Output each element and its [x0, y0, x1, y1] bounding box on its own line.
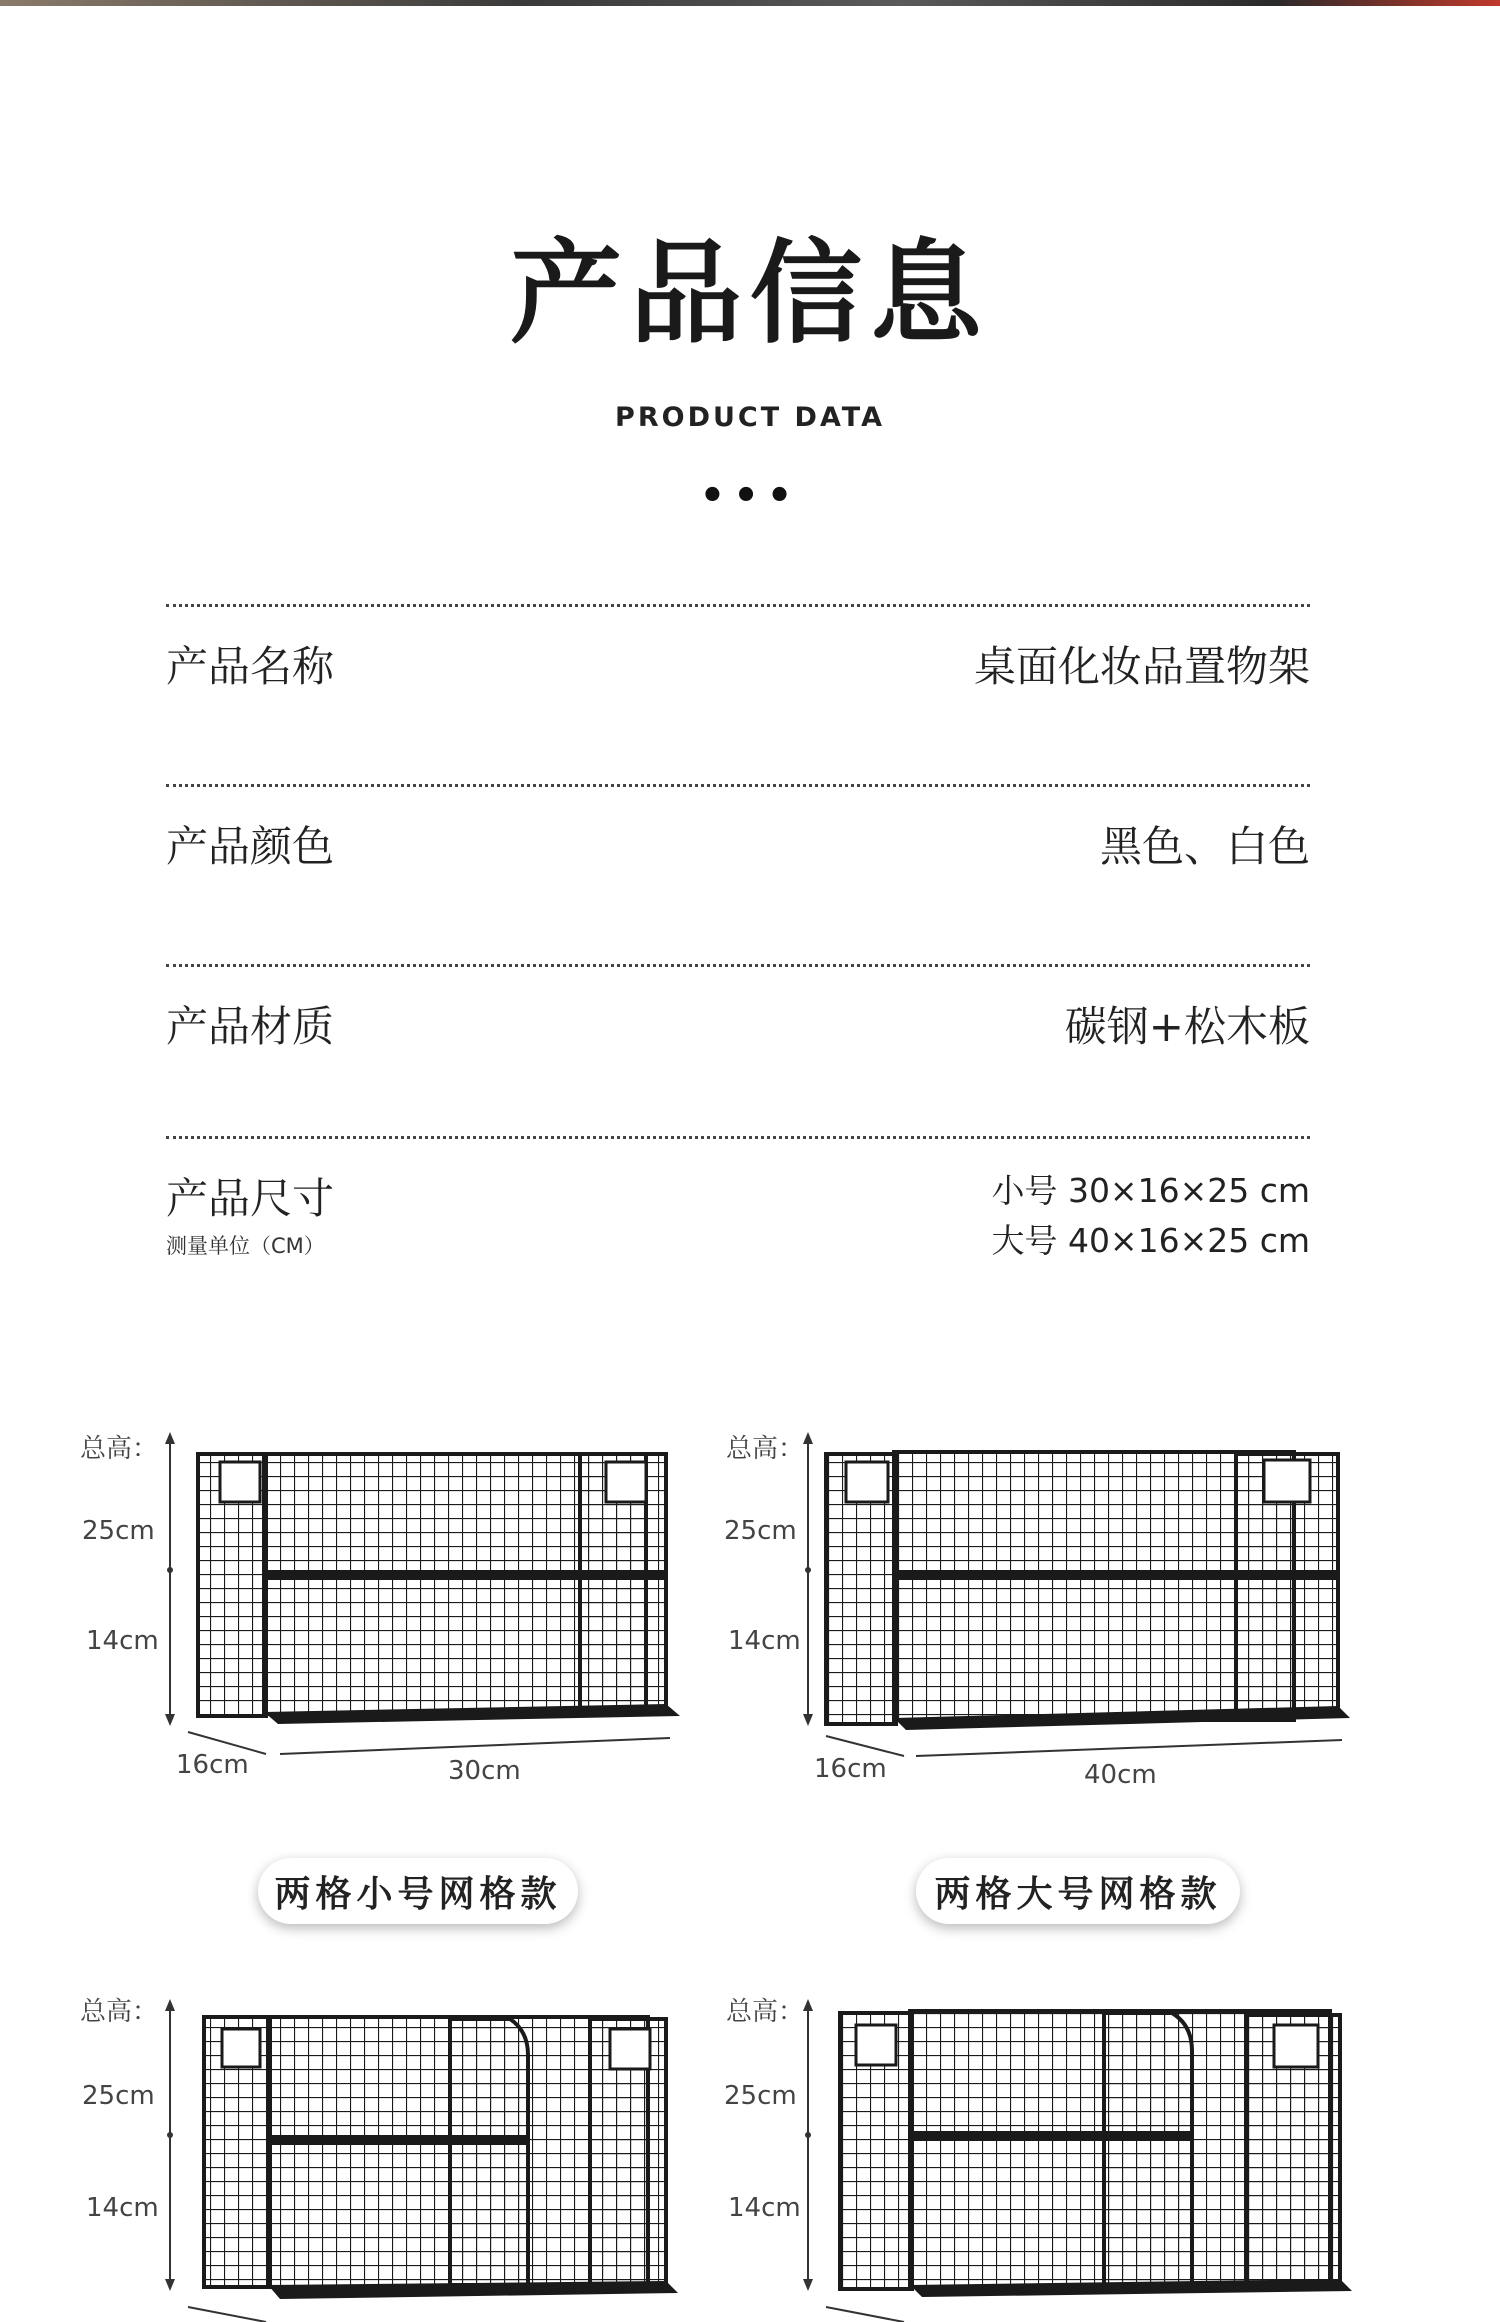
shelf-diagram-divider-small: [70, 1985, 710, 2322]
spec-label: 产品材质: [166, 1002, 335, 1051]
size-small: 小号 30×16×25 cm: [991, 1171, 1310, 1210]
total-height-label: 总高：: [80, 1434, 159, 1464]
spec-row-color: [166, 784, 1310, 871]
spec-label: 产品名称: [166, 642, 335, 691]
unit-note: 测量单位（CM）: [166, 1234, 325, 1258]
product-name-pill: 两格小号网格款: [258, 1858, 578, 1924]
ellipsis-icon: •••: [699, 473, 801, 519]
dotted-divider: [166, 784, 1310, 787]
wire-shelf-drawing: [70, 1420, 710, 1800]
top-image-strip: [0, 0, 1500, 6]
height-14-label: 14cm: [728, 2193, 801, 2223]
total-height-label: 总高：: [80, 1997, 159, 2027]
height-25-label: 25cm: [82, 2081, 155, 2111]
height-14-label: 14cm: [728, 1626, 801, 1656]
dotted-divider: [166, 1136, 1310, 1139]
spec-label: 产品尺寸: [166, 1174, 335, 1223]
wire-shelf-drawing: [70, 1985, 710, 2322]
spec-value: 碳钢+松木板: [1064, 1002, 1310, 1051]
dotted-divider: [166, 964, 1310, 967]
product-name-pill: 两格大号网格款: [916, 1858, 1240, 1924]
wire-shelf-drawing: [716, 1985, 1356, 2322]
depth-label: 16cm: [176, 1750, 249, 1780]
spec-label: 产品颜色: [166, 822, 335, 871]
wire-shelf-drawing: [716, 1420, 1356, 1800]
spec-row-name: [166, 604, 1310, 691]
height-25-label: 25cm: [82, 1516, 155, 1546]
page-subtitle: PRODUCT DATA: [615, 402, 885, 433]
width-label: 30cm: [448, 1756, 521, 1786]
spec-value: 桌面化妆品置物架: [973, 642, 1310, 691]
page-title: 产品信息: [510, 229, 990, 359]
depth-label: 16cm: [814, 1754, 887, 1784]
total-height-label: 总高：: [726, 1997, 805, 2027]
spec-row-size: [166, 1136, 1310, 1260]
shelf-diagram-small: [70, 1420, 710, 1915]
height-14-label: 14cm: [86, 2193, 159, 2223]
size-large: 大号 40×16×25 cm: [991, 1221, 1310, 1260]
height-25-label: 25cm: [724, 1516, 797, 1546]
spec-value: 黑色、白色: [1099, 822, 1310, 871]
height-14-label: 14cm: [86, 1626, 159, 1656]
total-height-label: 总高：: [726, 1434, 805, 1464]
spec-row-material: [166, 964, 1310, 1051]
dotted-divider: [166, 604, 1310, 607]
shelf-diagram-large: [716, 1420, 1356, 1915]
shelf-diagram-divider-large: [716, 1985, 1356, 2322]
width-label: 40cm: [1084, 1760, 1157, 1790]
height-25-label: 25cm: [724, 2081, 797, 2111]
